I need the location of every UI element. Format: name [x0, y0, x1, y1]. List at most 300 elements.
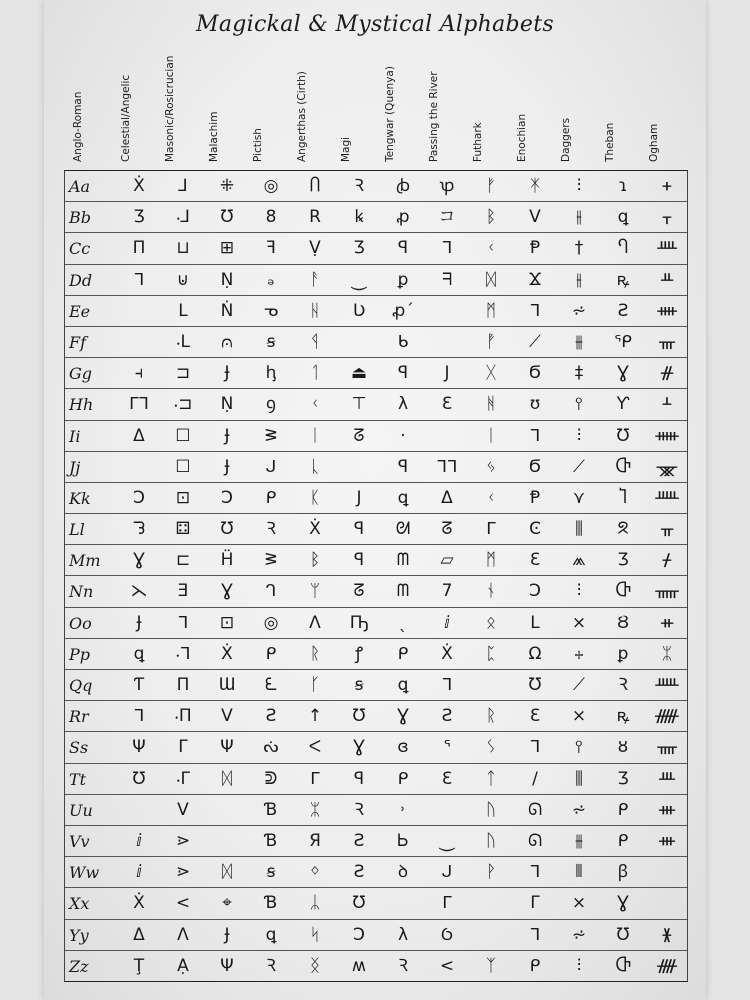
glyph-cell: Ʒ — [617, 550, 629, 571]
glyph-cell: Ⴖ — [309, 176, 321, 196]
glyph-cell: ꝗ — [265, 924, 277, 945]
latin-letter-cell: Cc — [69, 239, 91, 259]
glyph-cell: Ҧ — [349, 612, 369, 633]
glyph-cell: ᛉ — [485, 955, 497, 976]
latin-letter-cell: Ff — [69, 332, 87, 352]
table-row — [65, 483, 687, 514]
glyph-cell: ◎ — [263, 176, 279, 196]
glyph-cell: Ɣ — [617, 363, 629, 384]
glyph-cell: ⚃ — [175, 519, 191, 540]
glyph-cell: ☐ — [175, 425, 191, 446]
glyph-cell: ꝗ — [133, 643, 145, 664]
glyph-cell: ⊡ — [219, 612, 235, 633]
glyph-cell: Ɛ — [441, 394, 453, 415]
glyph-cell: Ⴄ — [617, 238, 629, 259]
glyph-cell: ᚋ — [662, 550, 672, 571]
glyph-cell: Ɉ — [224, 924, 230, 945]
glyph-cell: Ḧ — [220, 550, 234, 571]
glyph-cell: ◎ — [263, 612, 279, 633]
glyph-cell: ᚐ — [662, 176, 672, 196]
glyph-cell: J — [444, 363, 450, 384]
glyph-cell: ᒣ — [177, 612, 189, 633]
table-row — [65, 452, 687, 483]
glyph-cell: ᕒ — [264, 550, 278, 571]
glyph-cell: Ʊ — [220, 519, 234, 540]
column-header-label: Magi — [340, 136, 352, 162]
glyph-cell: ⁜ — [219, 176, 235, 196]
column-header-label: Malachim — [208, 111, 220, 162]
glyph-cell: ᑭ — [265, 487, 277, 508]
glyph-cell: Ɯ — [218, 675, 236, 695]
glyph-cell: L — [530, 612, 540, 633]
glyph-cell: ꝯ — [266, 394, 276, 415]
glyph-cell: ᕒ — [264, 425, 278, 446]
glyph-cell: Ʒ — [617, 768, 629, 789]
glyph-cell: ᛞ — [485, 269, 497, 290]
glyph-cell: 7 — [441, 581, 453, 602]
glyph-cell: コ — [438, 207, 456, 228]
glyph-cell — [645, 857, 689, 888]
table-row — [65, 202, 687, 233]
glyph-cell: Ꝛ — [354, 176, 364, 196]
glyph-cell: Ꝛ — [354, 799, 364, 820]
table-row — [65, 951, 687, 982]
glyph-cell: ᚊ — [655, 487, 679, 508]
glyph-cell: Ɓ — [264, 893, 278, 914]
glyph-cell: ⸳L — [175, 331, 191, 352]
latin-letter-cell: Mm — [69, 551, 101, 571]
latin-letter-cell: Bb — [69, 208, 91, 228]
glyph-cell: ⫵ — [575, 830, 583, 851]
table-row — [65, 545, 687, 576]
latin-letter-cell: Ll — [69, 520, 85, 540]
glyph-cell: Ɣ — [397, 706, 409, 727]
table-row — [65, 233, 687, 264]
glyph-cell: Δ — [133, 425, 145, 446]
glyph-cell — [117, 795, 161, 826]
glyph-cell: Ɓ — [264, 799, 278, 820]
glyph-cell — [425, 327, 469, 358]
table-row — [65, 639, 687, 670]
glyph-cell: ᑭ — [529, 955, 541, 976]
glyph-cell: Ƭ — [133, 675, 145, 695]
glyph-cell: ɞ — [397, 737, 409, 758]
glyph-cell: ᛈ — [485, 643, 497, 664]
latin-letter-cell: Tt — [69, 769, 87, 789]
glyph-cell: Λ — [309, 612, 321, 633]
glyph-cell: ᚹ — [485, 862, 497, 883]
glyph-cell: ꝑ — [617, 643, 629, 664]
glyph-cell: ⟋ — [529, 331, 541, 352]
glyph-cell: ⩫ — [571, 300, 587, 321]
glyph-cell — [117, 452, 161, 483]
glyph-cell: Ⴈ — [619, 487, 627, 508]
table-row — [65, 421, 687, 452]
glyph-cell: ᚈ — [659, 768, 675, 789]
glyph-cell: ꝗ — [397, 675, 409, 695]
glyph-cell: ɿ — [618, 176, 628, 196]
glyph-cell: ᒥ — [310, 768, 320, 789]
glyph-cell: ᛋ — [309, 924, 321, 945]
latin-letter-cell: Dd — [69, 270, 93, 290]
glyph-cell: ꞩ — [266, 862, 276, 883]
glyph-cell: Ꮟ — [397, 830, 409, 851]
column-header-label: Ogham — [648, 123, 660, 162]
glyph-cell: ⏥ — [440, 550, 454, 571]
glyph-cell: ⋗ — [175, 830, 191, 851]
glyph-cell: Ţ — [133, 955, 145, 976]
table-row — [65, 732, 687, 763]
latin-letter-cell: Rr — [69, 707, 89, 727]
glyph-cell: Ⴇ — [615, 581, 631, 602]
glyph-cell: ᚓ — [657, 300, 677, 321]
glyph-cell — [425, 296, 469, 327]
glyph-cell: ⌖ — [222, 893, 232, 914]
glyph-cell: ᚡ — [485, 331, 497, 352]
glyph-cell: ᘝ — [617, 519, 629, 540]
glyph-cell: Ϭ — [529, 363, 541, 384]
latin-letter-cell: Nn — [69, 582, 94, 602]
glyph-cell: ᚾ — [485, 581, 497, 602]
glyph-cell: ᚕ — [662, 924, 672, 945]
glyph-cell: ᒉ — [265, 581, 277, 602]
glyph-cell: ᛯ — [309, 799, 321, 820]
glyph-cell: ⅃ — [178, 176, 188, 196]
glyph-cell: Ͻ — [221, 487, 233, 508]
glyph-cell: ⩫ — [571, 799, 587, 820]
latin-letter-cell: Xx — [69, 894, 90, 914]
glyph-cell: ⏝ — [350, 269, 368, 290]
glyph-cell: ᛒ — [485, 207, 497, 228]
glyph-cell: Ɣ — [221, 581, 233, 602]
glyph-cell: ᚒ — [659, 799, 675, 820]
glyph-cell: ꝕ — [439, 176, 455, 196]
glyph-cell: ᛊ — [485, 737, 497, 758]
glyph-cell: Ᵽ — [529, 238, 541, 259]
table-row — [65, 608, 687, 639]
glyph-cell: Ɣ — [617, 893, 629, 914]
glyph-cell: ᒍ — [265, 456, 277, 477]
glyph-cell: Ẋ — [133, 176, 145, 196]
glyph-cell: ᚃ — [659, 331, 675, 352]
glyph-cell: ᛟ — [485, 612, 497, 633]
glyph-cell: Δ — [441, 487, 453, 508]
glyph-cell: ⸳ᒣ — [175, 643, 191, 664]
table-row — [65, 389, 687, 420]
glyph-cell: ᒍ — [441, 862, 453, 883]
glyph-cell: ˒ — [400, 799, 406, 820]
glyph-cell: J — [356, 487, 362, 508]
glyph-cell: ᕿ — [614, 331, 632, 352]
table-row — [65, 265, 687, 296]
glyph-cell: Ψ — [220, 955, 234, 976]
glyph-cell: ᛘ — [309, 581, 321, 602]
glyph-cell: Ẋ — [441, 643, 453, 664]
glyph-cell: ᚲ — [485, 238, 497, 259]
glyph-cell: ꞕ — [265, 363, 277, 384]
glyph-cell: ᘊ — [132, 519, 146, 540]
glyph-cell: ᘔ — [353, 581, 365, 602]
glyph-cell: Ʒ — [133, 207, 145, 228]
glyph-cell: ꟼ — [353, 768, 365, 789]
glyph-cell: Ṅ — [220, 300, 234, 321]
column-header — [208, 111, 227, 162]
table-row — [65, 358, 687, 389]
glyph-cell: ꝓ — [396, 207, 410, 228]
glyph-cell: ᛐ — [309, 363, 321, 384]
glyph-cell: Ẋ — [309, 519, 321, 540]
glyph-cell — [205, 795, 249, 826]
glyph-cell: ⫶ — [576, 955, 582, 976]
glyph-cell: ⨯ — [571, 893, 587, 914]
glyph-cell: ᚨ — [309, 269, 321, 290]
latin-letter-cell: Qq — [69, 676, 93, 695]
glyph-cell: ⫼ — [575, 519, 583, 540]
glyph-cell: ⊤ — [351, 394, 367, 415]
glyph-cell: ᛦ — [309, 893, 321, 914]
poster-title: Magickal & Mystical Alphabets — [196, 12, 554, 37]
glyph-cell: ᛯ — [661, 643, 673, 664]
glyph-cell: Ɉ — [224, 425, 230, 446]
glyph-cell: ꝶ — [616, 269, 630, 290]
glyph-cell: ᛕ — [309, 487, 321, 508]
glyph-cell: Λ — [177, 924, 189, 945]
glyph-cell: Ɛ — [529, 706, 541, 727]
column-header — [560, 117, 579, 162]
glyph-cell: ᒥ — [442, 893, 452, 914]
glyph-cell: L — [178, 300, 188, 321]
glyph-cell: Ʊ — [528, 675, 542, 695]
glyph-cell: Π — [176, 675, 190, 695]
glyph-cell: · — [400, 425, 406, 446]
glyph-cell: ⸳Π — [174, 706, 192, 727]
glyph-cell: ᚇ — [660, 269, 674, 290]
latin-letter-cell: Kk — [69, 488, 91, 508]
glyph-cell: Ͼ — [529, 519, 541, 540]
glyph-cell: ⅈ — [136, 830, 142, 851]
glyph-cell: ᛃ — [485, 456, 497, 477]
table-row — [65, 795, 687, 826]
glyph-cell: Ʊ — [352, 893, 366, 914]
glyph-cell: ⏝ — [438, 830, 456, 851]
glyph-cell: Ɉ — [224, 363, 230, 384]
glyph-cell: ᚁ — [662, 207, 672, 228]
latin-letter-cell: Gg — [69, 364, 93, 384]
glyph-cell: ᛗ — [485, 300, 497, 321]
glyph-cell — [469, 920, 513, 951]
glyph-cell: Ʊ — [616, 425, 630, 446]
glyph-cell: Ƨ — [353, 830, 365, 851]
glyph-cell: ⸳⊐ — [173, 394, 193, 415]
glyph-cell — [381, 888, 425, 919]
glyph-cell: ᚺ — [309, 300, 321, 321]
glyph-cell: Ẋ — [133, 893, 145, 914]
glyph-cell: ᛝ — [309, 955, 321, 976]
glyph-cell — [469, 670, 513, 701]
latin-letter-cell: Zz — [69, 956, 89, 976]
table-row — [65, 670, 687, 701]
glyph-cell: Я — [309, 830, 321, 851]
table-row — [65, 171, 687, 202]
glyph-cell: ꝃ — [354, 207, 364, 228]
glyph-cell: ⫶ — [576, 425, 582, 446]
glyph-cell: ꝗ — [617, 207, 629, 228]
glyph-cell: ⊡ — [175, 487, 191, 508]
glyph-cell: ᑭ — [397, 643, 409, 664]
glyph-cell: Ɣ — [353, 737, 365, 758]
glyph-cell: Ạ — [177, 955, 189, 976]
glyph-cell: ꝺ — [397, 862, 409, 883]
glyph-cell: ᚒ — [659, 830, 675, 851]
glyph-cell: ᒣ — [133, 269, 145, 290]
glyph-cell: ᚅ — [655, 581, 679, 602]
glyph-cell: ᔔ — [263, 737, 279, 758]
glyph-cell: Ɓ — [264, 830, 278, 851]
column-header-label: Daggers — [560, 117, 572, 162]
glyph-cell: ᐸ — [308, 737, 322, 758]
column-header — [340, 136, 359, 162]
latin-letter-cell: Ii — [69, 426, 81, 446]
glyph-cell — [117, 327, 161, 358]
glyph-cell: ꞩ — [266, 331, 276, 352]
glyph-cell: Ɛ — [441, 768, 453, 789]
glyph-cell: ꝭ — [354, 643, 364, 664]
glyph-cell: ᚲ — [309, 394, 321, 415]
column-header — [252, 128, 271, 162]
glyph-cell: ᒣ — [529, 425, 541, 446]
glyph-cell: ᚲ — [485, 487, 497, 508]
glyph-cell: ᘔ — [353, 425, 365, 446]
glyph-cell: Ⴇ — [615, 955, 631, 976]
glyph-cell: λ — [397, 924, 409, 945]
glyph-cell — [425, 421, 469, 452]
glyph-cell: ᛗ — [485, 550, 497, 571]
glyph-cell: ᓀ — [263, 300, 279, 321]
glyph-cell: ᒣᒣ — [436, 456, 458, 477]
glyph-cell: ⧾ — [574, 643, 584, 664]
glyph-cell: ᘍ — [264, 675, 278, 695]
glyph-cell: Ʋ — [352, 300, 366, 321]
glyph-cell: Ʊ — [132, 768, 146, 789]
glyph-cell: ᑭ — [617, 830, 629, 851]
column-header — [164, 55, 183, 162]
column-header — [296, 71, 315, 162]
glyph-cell: ⊞ — [219, 238, 235, 259]
glyph-cell: ꝶ — [616, 706, 630, 727]
glyph-cell: ᛏ — [485, 768, 497, 789]
glyph-cell: Ƴ — [616, 394, 630, 415]
glyph-cell: < — [439, 955, 455, 976]
glyph-cell: ᑭ — [397, 768, 409, 789]
latin-letter-cell: Ee — [69, 301, 91, 321]
glyph-cell: ᛡ — [529, 176, 541, 196]
glyph-cell: ᒣ — [529, 737, 541, 758]
glyph-cell: Ɛ — [529, 550, 541, 571]
glyph-cell: † — [574, 238, 584, 259]
glyph-cell: ᚳ — [309, 456, 321, 477]
glyph-cell: Γ — [530, 893, 540, 914]
column-header — [384, 66, 403, 162]
column-header — [516, 113, 535, 162]
glyph-cell: Ṇ — [220, 269, 234, 290]
table-row — [65, 514, 687, 545]
glyph-cell: / — [532, 768, 538, 789]
glyph-cell: ᘏ — [527, 830, 543, 851]
glyph-cell: ᒣ — [529, 862, 541, 883]
glyph-cell: ᚻ — [485, 394, 497, 415]
glyph-cell: Ꝛ — [266, 955, 276, 976]
glyph-cell: ᘏ — [527, 799, 543, 820]
glyph-cell: ꞵ — [617, 862, 629, 883]
column-header-label: Angerthas (Cirth) — [296, 71, 308, 162]
glyph-cell: ᒣ — [529, 300, 541, 321]
glyph-cell: ᘛ — [395, 519, 411, 540]
glyph-cell: ꟼ — [397, 363, 409, 384]
glyph-cell: ⊔ — [176, 238, 190, 259]
glyph-cell: ᛁ — [309, 425, 321, 446]
glyph-cell: < — [175, 893, 191, 914]
glyph-cell: Ƨ — [617, 300, 629, 321]
glyph-cell: Ɉ — [136, 612, 142, 633]
glyph-cell: ⊐ — [175, 363, 191, 384]
glyph-cell: ⟋ — [573, 675, 585, 695]
glyph-cell: ⫶ — [576, 176, 582, 196]
glyph-cell: Ꝛ — [398, 955, 408, 976]
latin-letter-cell: Vv — [69, 831, 90, 851]
glyph-cell: ᚊ — [655, 675, 679, 695]
glyph-cell: ᚠ — [485, 176, 497, 196]
glyph-cell: ↑ — [307, 706, 323, 727]
glyph-cell: ᚄ — [657, 737, 677, 758]
glyph-cell: ⸳⅃ — [175, 207, 191, 228]
glyph-cell: Ᵽ — [529, 487, 541, 508]
latin-letter-cell: Oo — [69, 613, 92, 633]
glyph-cell: ⊍ — [176, 269, 190, 290]
column-header — [472, 122, 491, 162]
table-row — [65, 701, 687, 732]
column-header-label: Enochian — [516, 113, 528, 162]
glyph-cell — [337, 452, 381, 483]
column-header-label: Passing the River — [428, 71, 440, 162]
alphabet-poster — [44, 0, 706, 1000]
glyph-cell: Δ — [133, 924, 145, 945]
glyph-cell: ᛜ — [309, 862, 321, 883]
table-row — [65, 888, 687, 919]
column-header-label: Theban — [604, 122, 616, 162]
glyph-cell: ᚌ — [660, 363, 674, 384]
glyph-cell: Ʊ — [220, 207, 234, 228]
glyph-cell: ᖷ — [441, 269, 453, 290]
column-header-label: Futhark — [472, 122, 484, 162]
column-headers — [64, 40, 688, 162]
glyph-cell: 8 — [265, 207, 277, 228]
glyph-cell: ⫼ — [575, 768, 583, 789]
glyph-cell: ₔ — [267, 269, 275, 290]
alphabet-table — [64, 170, 688, 982]
column-header-label: Tengwar (Quenya) — [384, 66, 396, 162]
glyph-cell: ᚏ — [655, 706, 679, 727]
column-header-label: Pictish — [252, 128, 264, 162]
glyph-cell: ᚱ — [309, 643, 321, 664]
glyph-cell: ꝑ — [397, 269, 409, 290]
glyph-cell: Ƨ — [353, 862, 365, 883]
glyph-cell: ᒣ — [441, 675, 453, 695]
glyph-cell: Ʊ — [352, 706, 366, 727]
glyph-cell — [117, 296, 161, 327]
glyph-cell: Ψ — [132, 737, 146, 758]
glyph-cell: ⩀ — [221, 331, 233, 352]
glyph-cell: ⫵ — [575, 331, 583, 352]
